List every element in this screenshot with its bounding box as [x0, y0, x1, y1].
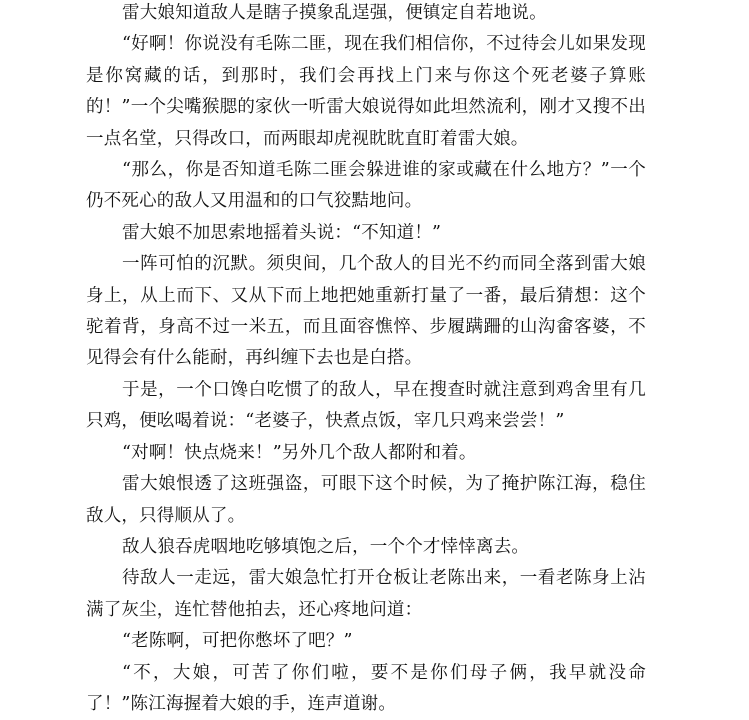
paragraph-7: “对啊！快点烧来！”另外几个敌人都附和着。 [122, 442, 477, 463]
paragraph-12: “不，大娘，可苦了你们啦，要不是你们母子俩，我早就没命了！”陈江海握着大娘的手，连声道谢。 [86, 662, 646, 714]
document-page [86, 0, 646, 714]
paragraph-1: 雷大娘知道敌人是瞎子摸象乱逞强，便镇定自若地说。 [122, 3, 547, 23]
paragraph-10: 待敌人一走远，雷大娘急忙打开仓板让老陈出来，一看老陈身上沾满了灰尘，连忙替他拍去，还心疼地问道： [86, 568, 646, 620]
paragraph-11: “老陈啊，可把你憋坏了吧？” [122, 631, 353, 652]
paragraph-5: 一阵可怕的沉默。须臾间，几个敌人的目光不约而同全落到雷大娘身上，从上而下、又从下而上地把她重新打量了一番，最后猜想：这个驼着背，身高不过一米五，而且面容憔悴、步履蹒跚的山沟畲客婆，不见得会有什么能耐，再纠缠下去也是白搭。 [86, 254, 646, 369]
paragraph-9: 敌人狼吞虎咽地吃够填饱之后，一个个才悻悻离去。 [122, 536, 530, 557]
paragraph-3: “那么，你是否知道毛陈二匪会躲进谁的家或藏在什么地方？”一个仍不死心的敌人又用温和的口气狡黠地问。 [86, 160, 646, 212]
paragraph-8: 雷大娘恨透了这班强盗，可眼下这个时候，为了掩护陈江海，稳住敌人，只得顺从了。 [86, 474, 646, 526]
paragraph-2: “好啊！你说没有毛陈二匪，现在我们相信你，不过待会儿如果发现是你窝藏的话，到那时，我们会再找上门来与你这个死老婆子算账的！”一个尖嘴猴腮的家伙一听雷大娘说得如此坦然流利，刚才又搜不出一点名堂，只得改口，而两眼却虎视眈眈直盯着雷大娘。 [86, 34, 646, 149]
paragraph-6: 于是，一个口馋白吃惯了的敌人，早在搜查时就注意到鸡舍里有几只鸡，便吆喝着说：“老婆子，快煮点饭，宰几只鸡来尝尝！” [86, 379, 646, 432]
paragraph-4: 雷大娘不加思索地摇着头说：“不知道！” [122, 222, 442, 243]
